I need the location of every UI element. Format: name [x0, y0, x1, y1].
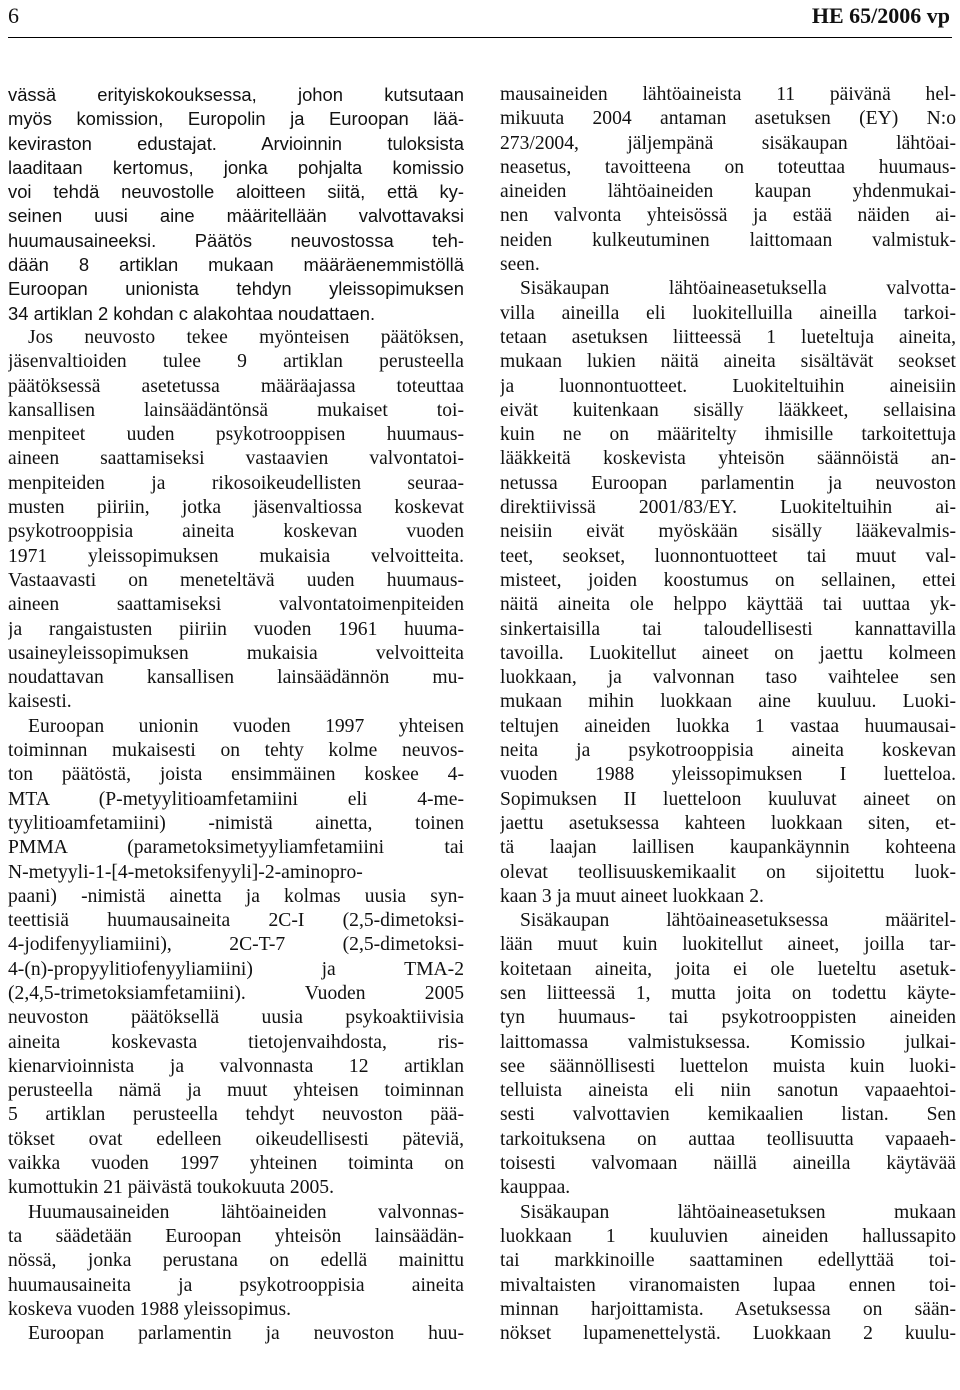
text-line: MTA (P-metyylitioamfetamiini eli 4-me- [8, 788, 464, 810]
text-line: kauppaa. [500, 1177, 571, 1199]
text-line: nökset lupamenettelystä. Luokkaan 2 kuulu- [500, 1323, 956, 1345]
right-column [500, 83, 956, 1388]
text-line: lään muut kuin luokitellut aineet, joilla tar- [500, 934, 956, 956]
text-line: toiminnan mukaisesti on tehty kolme neuvos- [8, 740, 464, 762]
left-column [8, 83, 464, 1388]
text-line: seen. [500, 254, 540, 276]
text-line: neita ja psykotrooppisia aineita koskevan [500, 740, 956, 762]
text-line: sinkertaisilla tai taloudellisesti kannattavilla [500, 618, 956, 640]
text-line: tai markkinoille saattaminen edellyttää toi- [500, 1250, 956, 1272]
text-line: tyn huumaus- tai psykotrooppisten aineiden [500, 1007, 956, 1029]
text-line: koskeva vuoden 1988 yleissopimus. [8, 1298, 291, 1320]
text-line: Sisäkaupan lähtöaineasetuksella valvotta- [520, 278, 956, 300]
text-line: neasetus, tavoitteena on toteuttaa huumaus- [500, 156, 956, 178]
text-line: sesti valvottavien kemikaalien listan. Sen [500, 1104, 956, 1126]
text-line: kienarvioinnista ja valvonnasta 12 artiklan [8, 1055, 464, 1077]
text-line: tetaan asetuksen liitteessä 1 lueteltuja aineita, [500, 326, 956, 348]
text-line: villa aineilla eli luokitelluilla aineilla tarkoi- [500, 302, 956, 324]
text-line: usaineyleissopimuksen mukaisia velvoitteita [8, 642, 464, 664]
text-line: telluista aineista eli niin sanotun vapaaehtoi- [500, 1080, 956, 1102]
text-line: aineiden lähtöaineiden kaupan yhdenmukai- [500, 181, 956, 203]
text-line: huumausaineeksi. Päätös neuvostossa teh- [8, 229, 464, 251]
text-line: jäsenvaltioiden tulee 9 artiklan perusteella [8, 351, 464, 373]
text-line: netussa Euroopan parlamentin ja neuvoston [500, 472, 956, 494]
text-line: laittomassa valmistuksessa. Komissio julkai- [500, 1031, 956, 1053]
text-line: 273/2004, jäljempänä sisäkaupan lähtöai- [500, 132, 956, 154]
text-line: Euroopan parlamentin ja neuvoston huu- [28, 1323, 464, 1345]
text-line: Euroopan unionista tehdyn yleissopimuksen [8, 278, 464, 300]
text-line: päätöksessä asetetussa määräajassa toteuttaa [8, 375, 464, 397]
text-line: nössä, jonka perustana on edellä mainittu [8, 1250, 464, 1272]
text-line: perusteella nämä ja muut yhteisen toiminnan [8, 1080, 464, 1102]
text-line: aineita koskevasta tietojenvaihdosta, ris- [8, 1031, 464, 1053]
text-line: menpiteiden ja rikosoikeudellisten seuraa- [8, 472, 464, 494]
text-line: menpiteet uuden psykotrooppisen huumaus- [8, 424, 464, 446]
text-line: myös komission, Europolin ja Euroopan lää- [8, 108, 464, 130]
text-line: näitä aineita ole helppo käyttää tai uuttaa yk- [500, 594, 956, 616]
text-line: lääkkeitä koskevista yhteisön säännöistä an- [500, 448, 956, 470]
text-line: aineen saattamiseksi valvontatoimenpiteiden [8, 594, 464, 616]
text-line: kaisesti. [8, 691, 72, 713]
text-line: tarkoituksena on auttaa teollisuutta vapaaeh- [500, 1128, 956, 1150]
text-line: mukaan mihin luokkaan aine kuuluu. Luoki- [500, 691, 956, 713]
text-line: 34 artiklan 2 kohdan c alakohtaa noudattaen. [8, 302, 376, 324]
text-line: (2,4,5-trimetoksiamfetamiini). Vuoden 2005 [8, 982, 464, 1004]
text-line: voi tehdä neuvostolle aloitteen siitä, että ky- [8, 181, 464, 203]
text-line: tökset ovat edelleen oikeudellisesti päteviä, [8, 1128, 464, 1150]
text-line: tyylitioamfetamiini) -nimistä ainetta, toinen [8, 812, 464, 834]
text-line: luokkaan 1 kuuluvien aineiden hallussapito [500, 1225, 956, 1247]
text-line: PMMA (parametoksimetyyliamfetamiini tai [8, 837, 464, 859]
text-line: 4-jodifenyyliamiini), 2C-T-7 (2,5-dimetoksi- [8, 934, 464, 956]
text-line: kumottukin 21 päivästä toukokuuta 2005. [8, 1177, 334, 1199]
text-line: Sisäkaupan lähtöaineasetuksessa määritel- [520, 910, 956, 932]
text-line: neisiin eivät myöskään sisälly lääkevalmis- [500, 521, 956, 543]
text-line: dään 8 artiklan mukaan määräenemmistöllä [8, 254, 464, 276]
text-line: minnan harjoittamista. Asetuksessa on sään- [500, 1298, 956, 1320]
text-line: ja luonnontuotteet. Luokiteltuihin aineisiin [500, 375, 956, 397]
text-line: keviraston edustajat. Arvioinnin tuloksista [8, 132, 464, 154]
text-line: direktiivissä 2001/83/EY. Luokiteltuihin ai- [500, 497, 956, 519]
text-line: mivaltaisten viranomaisten lupaa ennen toi- [500, 1274, 956, 1296]
page-number: 6 [8, 3, 19, 28]
text-line: olevat teollisuuskemikaalit on sijoitettu luok- [500, 861, 956, 883]
document-id: HE 65/2006 vp [811, 3, 950, 28]
text-line: Euroopan unionin vuoden 1997 yhteisen [28, 715, 464, 737]
text-line: kansallisen lainsäädäntönsä mukaiset toi- [8, 399, 464, 421]
text-line: vuoden 1988 yleissopimuksen I luetteloa. [500, 764, 956, 786]
text-line: teettisiä huumausaineita 2C-I (2,5-dimetoksi- [8, 910, 464, 932]
text-line: psykotrooppisia aineita koskevan vuoden [8, 521, 464, 543]
text-line: nen valvonta yhteisössä ja estää näiden ai- [500, 205, 956, 227]
text-line: ton päätöstä, joista ensimmäinen koskee 4- [8, 764, 464, 786]
text-line: aineen saattamiseksi vastaavien valvontatoi- [8, 448, 464, 470]
text-line: Huumausaineiden lähtöaineiden valvonnas- [28, 1201, 464, 1223]
text-line: ja rangaistusten piiriin vuoden 1961 huuma- [8, 618, 464, 640]
text-line: neiden kulkeutuminen laittomaan valmistuk- [500, 229, 956, 251]
text-line: teet, seokset, luonnontuotteet tai muut val- [500, 545, 956, 567]
text-line: luokkaan, ja valvonnan taso vaihtelee sen [500, 667, 956, 689]
text-line: mikuuta 2004 antaman asetuksen (EY) N:o [500, 108, 956, 130]
text-line: huumausaineita ja psykotrooppisia aineita [8, 1274, 464, 1296]
text-line: Jos neuvosto tekee myönteisen päätöksen, [28, 326, 464, 348]
page-header [0, 0, 960, 40]
text-line: tavoilla. Luokitellut aineet on jaettu kolmeen [500, 642, 956, 664]
text-line: laaditaan kertomus, jonka pohjalta komissio [8, 156, 464, 178]
text-line: 1971 yleissopimuksen mukaisia velvoitteita. [8, 545, 464, 567]
text-line: mukaan lukien näitä aineita sisältävät seokset [500, 351, 956, 373]
text-line: koitetaan aineita, joita ei ole lueteltu asetuk- [500, 958, 956, 980]
text-line: paani) -nimistä ainetta ja kolmas uusia syn- [8, 885, 464, 907]
text-line: ta säädetään Euroopan yhteisön lainsäädän- [8, 1225, 464, 1247]
text-line: noudattavan kansallisen lainsäädännön mu- [8, 667, 464, 689]
text-line: teltujen aineiden luokka 1 vastaa huumausai- [500, 715, 956, 737]
text-line: 5 artiklan perusteella tehdyt neuvoston pää- [8, 1104, 464, 1126]
text-line: Sopimuksen II luetteloon kuuluvat aineet on [500, 788, 956, 810]
text-line: toisesti valvomaan näillä aineilla käytävää [500, 1153, 956, 1175]
text-line: jaettu asetuksessa kahteen luokkaan siten, et- [500, 812, 956, 834]
header-rule [8, 37, 952, 38]
text-line: tä laajan laillisen kaupankäynnin kohteena [500, 837, 956, 859]
text-line: see säännöllisesti luettelon muista kuin luoki- [500, 1055, 956, 1077]
text-line: Vastaavasti on meneteltävä uuden huumaus- [8, 569, 464, 591]
text-line: sen liitteessä 1, mutta joita on todettu käyte- [500, 982, 956, 1004]
text-line: vässä erityiskokouksessa, johon kutsutaan [8, 84, 464, 105]
text-line: 4-(n)-propyylitiofenyyliamiini) ja TMA-2 [8, 958, 464, 980]
text-line: musten piiriin, jotka jäsenvaltiossa koskevat [8, 497, 464, 519]
text-line: neuvoston päätöksellä uusia psykoaktiivisia [8, 1007, 464, 1029]
text-line: N-metyyli-1-[4-metoksifenyyli]-2-aminopro- [8, 861, 363, 883]
text-line: misteet, joiden koostumus on sellainen, ettei [500, 569, 956, 591]
text-line: seinen uusi aine määritellään valvottavaksi [8, 205, 464, 227]
text-line: eivät kuitenkaan sisälly lääkkeet, sellaisina [500, 399, 956, 421]
text-line: kaan 3 ja muut aineet luokkaan 2. [500, 885, 764, 907]
text-line: mausaineiden lähtöaineista 11 päivänä hel- [500, 84, 956, 105]
text-line: vaikka vuoden 1997 yhteinen toiminta on [8, 1153, 464, 1175]
text-line: Sisäkaupan lähtöaineasetuksen mukaan [520, 1201, 956, 1223]
text-line: kuin ne on määritelty ihmisille tarkoitettuja [500, 424, 956, 446]
